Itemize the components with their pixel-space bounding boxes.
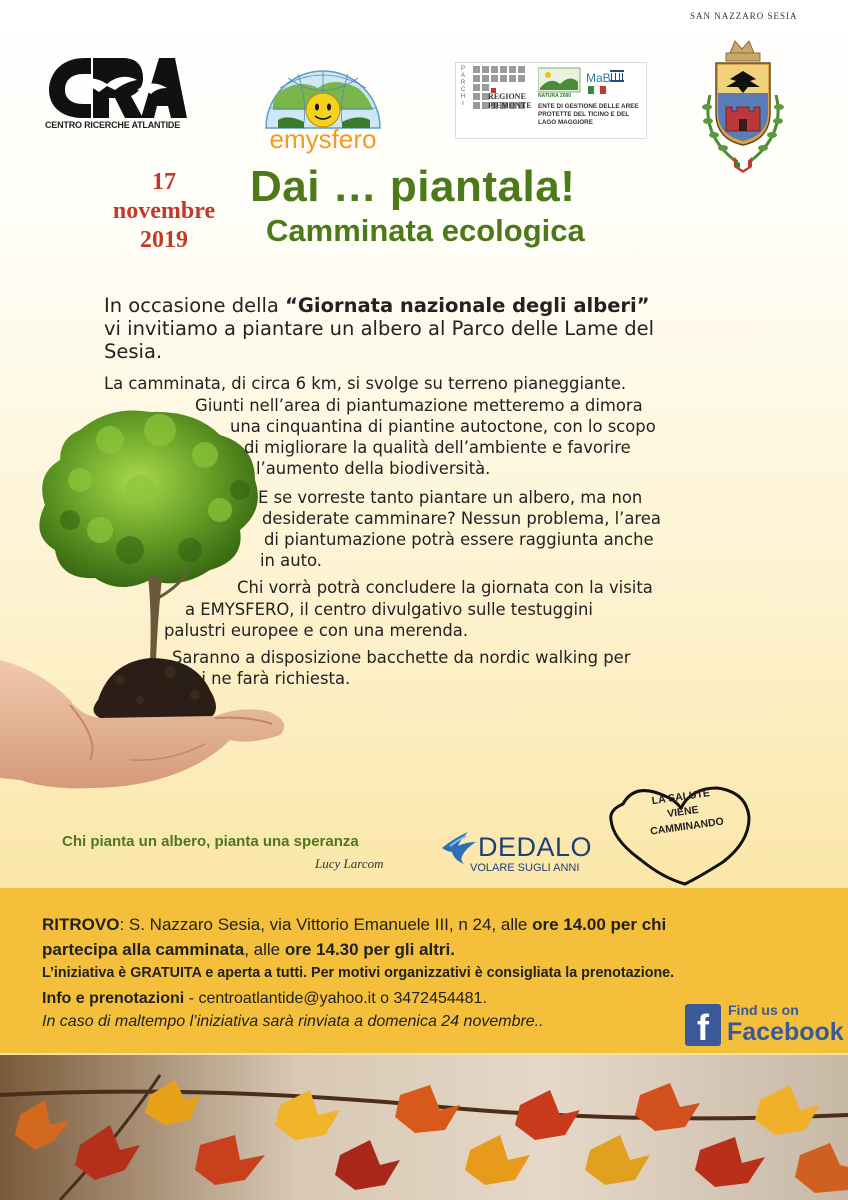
date-year: 2019 [140,227,188,253]
body-line-12: palustri europee e con una merenda. [164,621,469,640]
town-label: SAN NAZZARO SESIA [690,11,798,21]
meeting-point [42,912,666,962]
ritrovo-time-2: ore 14.30 per gli altri. [284,940,455,959]
body-line-9: in auto. [260,551,322,570]
quote-text: Chi pianta un albero, pianta una speranza [62,833,359,850]
ritrovo-mid: , alle [244,940,285,959]
event-date [100,168,228,255]
intro-line-1a: In occasione della [104,294,286,317]
body-line-7: desiderate camminare? Nessun problema, l’area [262,509,661,528]
contact-label: Info e prenotazioni [42,990,185,1007]
heart-line-2: VIENE [666,803,700,821]
facebook-icon[interactable]: f [685,1004,721,1046]
page-subtitle: Camminata ecologica [266,213,585,248]
contact-text: - centroatlantide@yahoo.it o 3472454481. [184,990,487,1007]
ritrovo-label: RITROVO [42,915,120,934]
cra-caption: CENTRO RICERCHE ATLANTIDE [45,120,180,130]
body-line-11: a EMYSFERO, il centro divulgativo sulle testuggini [185,600,593,619]
body-line-6: E se vorreste tanto piantare un albero, ma non [258,488,643,507]
free-event-note: L’iniziativa è GRATUITA e aperta a tutti. Per motivi organizzativi è consigliata la prenotazione. [42,965,675,981]
body-line-2: Giunti nell’area di piantumazione metteremo a dimora [195,396,643,415]
natura-mab-logos [538,66,638,96]
heart-line-1: LA SALUTE [651,787,711,808]
body-line-5: l’aumento della biodiversità. [256,459,491,478]
dedalo-logo-name: DEDALO [478,832,593,862]
dedalo-tagline: VOLARE SUGLI ANNI [470,862,580,874]
autumn-leaves-image [0,1055,848,1200]
meeting-line-1 [42,912,666,937]
regione-piemonte-label: REGIONE PIEMONTE [488,92,532,110]
ritrovo-text: : S. Nazzaro Sesia, via Vittorio Emanuele III, n 24, alle [119,915,533,934]
intro-line-1 [104,294,754,317]
date-month: novembre [112,198,216,224]
body-line-13: Saranno a disposizione bacchette da nordic walking per [172,648,631,667]
intro-line-2: vi invitiamo a piantare un albero al Parco delle Lame del [104,317,655,340]
facebook-link[interactable]: Facebook [727,1018,844,1046]
heart-line-3: CAMMINANDO [649,815,725,838]
meeting-line-2 [42,937,666,962]
date-day: 17 [152,169,176,195]
intro-paragraph [104,294,754,363]
ritrovo-time-1b: partecipa alla camminata [42,940,245,959]
facebook-find-label[interactable]: Find us on [728,1002,799,1018]
intro-line-3: Sesia. [104,340,163,363]
svg-text:MaB: MaB [586,71,611,85]
body-line-3: una cinquantina di piantine autoctone, con lo scopo [230,417,656,436]
body-line-1: La camminata, di circa 6 km, si svolge su terreno pianeggiante. [104,374,627,393]
body-line-8: di piantumazione potrà essere raggiunta anche [264,530,654,549]
quote-author: Lucy Larcom [315,856,384,871]
contact-info [42,990,487,1008]
emysfero-wordmark: emysfero [269,124,377,154]
body-line-10: Chi vorrà potrà concludere la giornata con la visita [237,578,653,597]
emysfero-logo [258,48,388,133]
weather-note: In caso di maltempo l’iniziativa sarà rinviata a domenica 24 novembre.. [42,1013,544,1030]
ente-gestione-label: ENTE DI GESTIONE DELLE AREE PROTETTE DEL TICINO E DEL LAGO MAGGIORE [538,103,639,126]
event-name: “Giornata nazionale degli alberi” [285,294,650,317]
ritrovo-time-1: ore 14.00 per chi [532,915,667,934]
body-line-14: chi ne farà richiesta. [182,669,351,688]
coat-of-arms-icon [690,35,795,185]
natura-2000-label: NATURA 2000 [538,93,572,99]
heart-slogan [645,785,725,839]
page-title: Dai … piantala! [250,162,576,211]
parchi-vertical-label: P A R C H I [460,66,466,107]
body-line-4: di migliorare la qualità dell’ambiente e favorire [244,438,631,457]
cra-logo [45,50,190,130]
